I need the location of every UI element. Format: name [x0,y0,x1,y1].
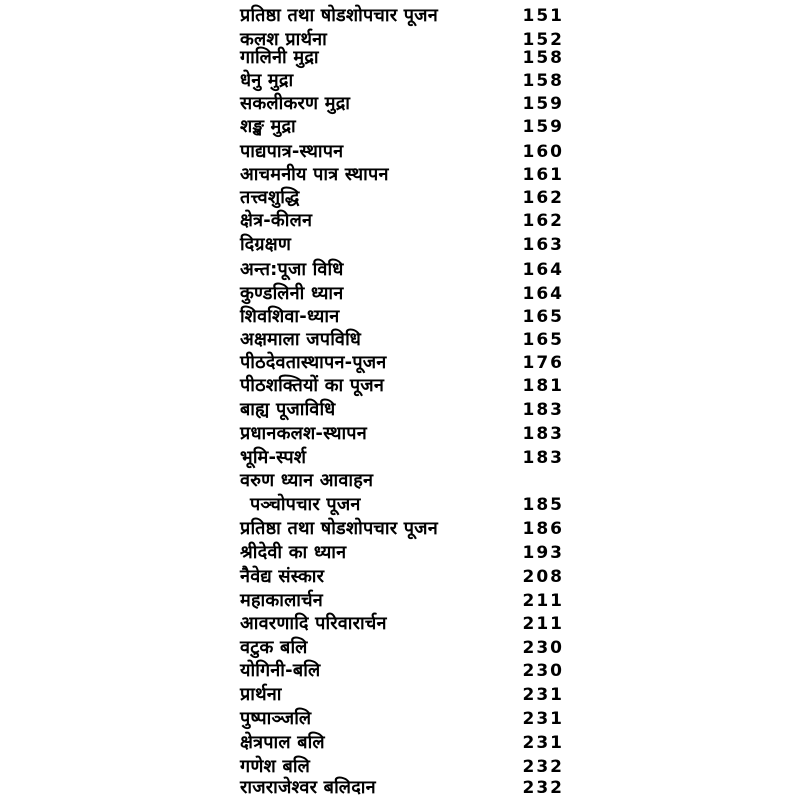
toc-entry-title: श्रीदेवी का ध्यान [240,542,347,563]
toc-entry-page: 158 [522,71,564,91]
toc-entry-title: कुण्डलिनी ध्यान [240,283,344,304]
toc-entry-title: क्षेत्र-कीलन [240,210,313,231]
toc-entry [0,209,799,233]
toc-entry-title: सकलीकरण मुद्रा [240,93,351,114]
toc-entry [0,589,799,613]
toc-entry-page: 164 [522,260,564,280]
toc-entry [0,305,799,329]
toc-entry-title: भूमि-स्पर्श [240,447,307,468]
toc-entry-page: 193 [522,543,564,563]
toc-entry-title: आचमनीय पात्र स्थापन [240,164,389,185]
toc-entry-page: 211 [522,591,564,611]
toc-entry [0,92,799,116]
toc-entry-page: 183 [522,424,564,444]
toc-entry-page: 183 [522,400,564,420]
toc-entry [0,422,799,446]
toc-entry-title: राजराजेश्वर बलिदान [240,777,376,798]
toc-entry-page: 161 [522,165,564,185]
toc-entry-title: प्रधानकलश-स्थापन [240,423,367,444]
toc-entry [0,374,799,398]
toc-entry [0,351,799,375]
toc-entry-title: नैवेद्य संस्कार [240,566,325,587]
toc-entry-title: पुष्पाञ्जलि [240,708,312,729]
toc-entry-title: गालिनी मुद्रा [240,47,319,68]
toc-entry-title: अक्षमाला जपविधि [240,329,361,350]
toc-entry-page: 185 [522,495,564,515]
toc-entry-title: क्षेत्रपाल बलि [240,732,325,753]
toc-entry-page: 160 [522,142,564,162]
toc-entry-page: 176 [522,353,564,373]
toc-entry-page: 162 [522,211,564,231]
toc-entry [0,69,799,93]
toc-entry-page: 232 [522,778,564,798]
toc-entry-title: धेनु मुद्रा [240,70,294,91]
toc-entry [0,46,799,70]
toc-entry [0,707,799,731]
toc-entry-page: 211 [522,614,564,634]
toc-entry [0,683,799,707]
toc-entry-page: 162 [522,188,564,208]
toc-entry-title: वरुण ध्यान आवाहन [240,470,374,491]
toc-entry-title: तत्त्वशुद्धि [240,187,300,208]
toc-entry [0,541,799,565]
toc-entry-page: 183 [522,448,564,468]
toc-entry-title: प्रार्थना [240,684,282,705]
toc-entry [0,446,799,470]
toc-entry-title: पाद्यपात्र-स्थापन [240,141,344,162]
toc-entry [0,776,799,800]
toc-entry [0,612,799,636]
toc-entry-page: 186 [522,519,564,539]
toc-entry-title: पीठशक्तियों का पूजन [240,375,385,396]
toc-entry-title: गणेश बलि [240,756,310,777]
toc-entry-page: 152 [522,30,564,50]
toc-entry-page: 151 [522,6,564,26]
toc-entry [0,731,799,755]
toc-entry [0,282,799,306]
toc-entry [0,493,799,517]
toc-entry-title: पीठदेवतास्थापन-पूजन [240,352,387,373]
toc-entry-title: पञ्चोपचार पूजन [250,494,361,515]
toc-entry-page: 159 [522,117,564,137]
toc-entry [0,140,799,164]
toc-entry-page: 231 [522,709,564,729]
toc-entry-title: बाह्य पूजाविधि [240,399,336,420]
toc-entry-page: 232 [522,757,564,777]
toc-entry [0,469,799,493]
toc-entry-title: शङ्ख मुद्रा [240,116,296,137]
toc-entry-title: आवरणादि परिवारार्चन [240,613,387,634]
toc-entry-title: वटुक बलि [240,637,308,658]
toc-entry-page: 231 [522,733,564,753]
toc-entry-page: 165 [522,330,564,350]
toc-entry-page: 159 [522,94,564,114]
toc-entry-page: 163 [522,235,564,255]
toc-entry-page: 230 [522,661,564,681]
toc-entry-page: 230 [522,638,564,658]
toc-entry [0,565,799,589]
toc-entry-page: 231 [522,685,564,705]
toc-entry-title: योगिनी-बलि [240,660,321,681]
toc-entry [0,398,799,422]
toc-entry [0,233,799,257]
toc-entry-title: प्रतिष्ठा तथा षोडशोपचार पूजन [240,5,438,26]
toc-entry [0,517,799,541]
toc-entry-title: कलश प्रार्थना [240,29,327,50]
toc-entry-title: प्रतिष्ठा तथा षोडशोपचार पूजन [240,518,438,539]
toc-entry-title: अन्त:पूजा विधि [240,259,344,280]
toc-entry-page: 181 [522,376,564,396]
toc-entry [0,163,799,187]
toc-entry [0,636,799,660]
toc-entry [0,659,799,683]
toc-entry-page: 208 [522,567,564,587]
toc-entry [0,328,799,352]
toc-entry-title: दिग्रक्षण [240,234,292,255]
toc-entry-title: शिवशिवा-ध्यान [240,306,340,327]
toc-entry [0,4,799,28]
toc-entry-title: महाकालार्चन [240,590,323,611]
toc-entry-page: 158 [522,48,564,68]
toc-entry [0,115,799,139]
toc-entry-page: 165 [522,307,564,327]
toc-entry [0,186,799,210]
toc-entry-page: 164 [522,284,564,304]
toc-entry [0,258,799,282]
